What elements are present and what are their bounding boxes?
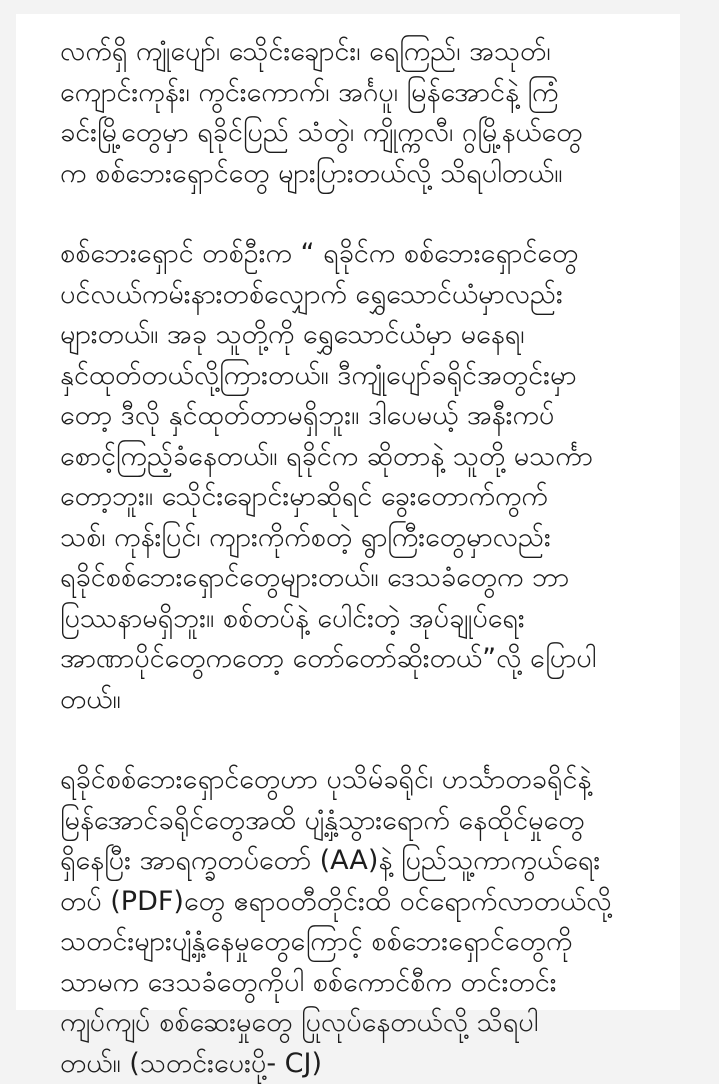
- text-line: ကျောင်းကုန်း၊ ကွင်းကောက်၊ အင်္ဂပူ၊ မြန်အောင်နဲ့ ကြံ: [60, 73, 670, 114]
- paragraph-gap: [60, 194, 670, 234]
- text-line: သစ်၊ ကုန်းပြင်၊ ကျားကိုက်စတဲ့ ရွာကြီးတွေမှာလည်း: [60, 518, 670, 559]
- text-line: တပ် (PDF)တွေ ဧရာဝတီတိုင်းထိ ဝင်ရောက်လာတယ်လို့: [60, 882, 670, 923]
- article-card: [16, 14, 680, 1010]
- text-line: လက်ရှိ ကျုံပျော်၊ သေိုင်းချောင်း၊ ရေကြည်၊ အသုတ်၊: [60, 32, 670, 73]
- text-line: က စစ်ဘေးရှောင်တွေ များပြားတယ်လို့ သိရပါတယ်။: [60, 154, 670, 195]
- text-line: ပင်လယ်ကမ်းနားတစ်လျှောက် ရွှေသောင်ယံမှာလည်း: [60, 275, 670, 316]
- text-line: တယ်။ (သတင်းပေးပို့- CJ): [60, 1044, 670, 1084]
- article-body: [60, 32, 670, 1084]
- text-line: ခင်းမြို့တွေမှာ ရခိုင်ပြည် သံတွဲ၊ ကျိုက္ကလီ၊ ဂွမြို့နယ်တွေ: [60, 113, 670, 154]
- text-line: သတင်းများပျံ့နှံ့နေမှုတွေကြောင့် စစ်ဘေးရှောင်တွေကို: [60, 922, 670, 963]
- text-line: ရခိုင်စစ်ဘေးရှောင်တွေများတယ်။ ဒေသခံတွေက ဘာ: [60, 558, 670, 599]
- text-line: တော့ ဒီလို နှင်ထုတ်တာမရှိဘူး။ ဒါပေမယ့် အနီးကပ်: [60, 396, 670, 437]
- text-line: နှင်ထုတ်တယ်လို့ကြားတယ်။ ဒီကျုံပျော်ခရိုင်အတွင်းမှာ: [60, 356, 670, 397]
- text-line: တယ်။: [60, 680, 670, 721]
- text-line: ရှိနေပြီး အာရက္ခတပ်တော် (AA)နဲ့ ပြည်သူ့ကာကွယ်ရေး: [60, 841, 670, 882]
- paragraph-gap: [60, 720, 670, 760]
- paragraph-1: [60, 32, 670, 194]
- paragraph-3: [60, 760, 670, 1084]
- text-line: ပြဿနာမရှိဘူး။ စစ်တပ်နဲ့ ပေါင်းတဲ့ အုပ်ချုပ်ရေး: [60, 599, 670, 640]
- text-line: များတယ်။ အခု သူတို့ကို ရွှေသောင်ယံမှာ မနေရ၊: [60, 315, 670, 356]
- text-line: မြန်အောင်ခရိုင်တွေအထိ ပျံ့နှံ့သွားရောက် နေထိုင်မှုတွေ: [60, 801, 670, 842]
- text-line: ကျပ်ကျပ် စစ်ဆေးမှုတွေ ပြုလုပ်နေတယ်လို့ သိရပါ: [60, 1003, 670, 1044]
- text-line: ရခိုင်စစ်ဘေးရှောင်တွေဟာ ပုသိမ်ခရိုင်၊ ဟင်္သာတခရိုင်နဲ့: [60, 760, 670, 801]
- text-line: အာဏာပိုင်တွေကတော့ တော်တော်ဆိုးတယ်”လို့ ပြောပါ: [60, 639, 670, 680]
- text-line: တော့ဘူး။ သေိုင်းချောင်းမှာဆိုရင် ခွေးတောက်ကွက်: [60, 477, 670, 518]
- text-line: စစ်ဘေးရှောင် တစ်ဦးက “ ရခိုင်က စစ်ဘေးရှောင်တွေ: [60, 234, 670, 275]
- text-line: စောင့်ကြည့်ခံနေတယ်။ ရခိုင်က ဆိုတာနဲ့ သူတို့ မသင်္ကာ: [60, 437, 670, 478]
- paragraph-2: [60, 234, 670, 720]
- text-line: သာမက ဒေသခံတွေကိုပါ စစ်ကောင်စီက တင်းတင်း: [60, 963, 670, 1004]
